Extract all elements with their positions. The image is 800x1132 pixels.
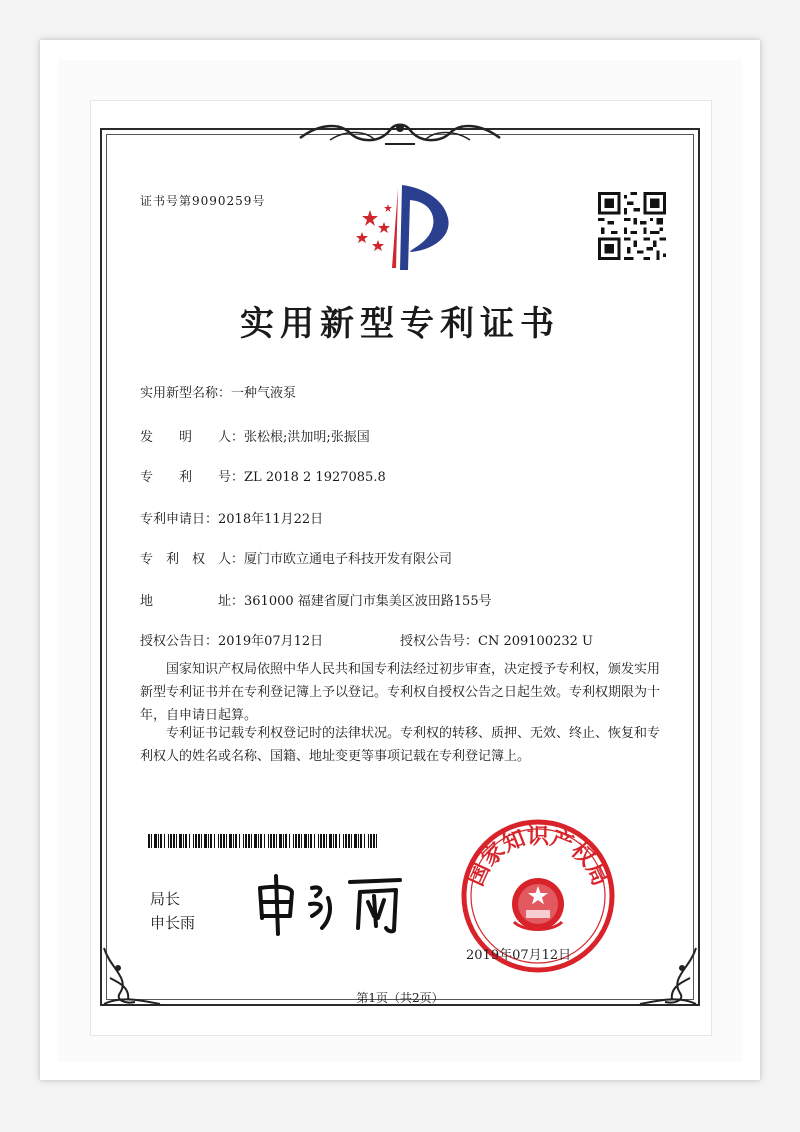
director-title: 局长 [150, 890, 181, 908]
inventor-value: 张松根;洪加明;张振国 [244, 430, 370, 445]
utility-model-name-row [140, 382, 296, 401]
patent-office-logo-icon [340, 180, 460, 275]
grant-date-value: 2019年07月12日 [218, 634, 324, 649]
grant-number-value: CN 209100232 U [478, 634, 593, 649]
filing-date-label: 专利申请日： [140, 512, 219, 527]
legal-status-paragraph: 专利证书记载专利权登记时的法律状况。专利权的转移、质押、无效、终止、恢复和专利权人的姓名或名称、国籍、地址变更等事项记载在专利登记簿上。 [140, 726, 661, 764]
grant-date-row [140, 630, 323, 649]
patent-number-label: 专 利 号： [140, 470, 245, 485]
top-ornament-icon [290, 118, 510, 148]
address-row [140, 590, 492, 609]
grant-number-label: 授权公告号： [400, 634, 479, 649]
grant-date-label: 授权公告日： [140, 634, 219, 649]
inventor-row [140, 426, 370, 445]
director-signature-icon [250, 868, 420, 938]
patentee-value: 厦门市欧立通电子科技开发有限公司 [244, 552, 453, 567]
patent-number-row [140, 466, 386, 485]
utility-model-name-label: 实用新型名称： [140, 386, 232, 401]
filing-date-value: 2018年11月22日 [218, 512, 324, 527]
patentee-label: 专 利 权 人： [140, 552, 245, 567]
barcode-icon [148, 834, 380, 848]
seal-date: 2019年07月12日 [466, 948, 572, 963]
director-name: 申长雨 [150, 914, 196, 932]
utility-model-name-value: 一种气液泵 [231, 386, 297, 401]
address-label: 地 址： [140, 594, 245, 609]
seal-text: 国家知识产权局 [463, 824, 613, 890]
grant-number-row [400, 630, 593, 649]
patent-number-value: ZL 2018 2 1927085.8 [244, 470, 386, 485]
certificate-number: 证书号第9090259号 [140, 194, 266, 208]
page-number: 第1页（共2页） [356, 991, 444, 1005]
qr-code-icon [598, 192, 666, 260]
inventor-label: 发 明 人： [140, 430, 245, 445]
filing-date-row [140, 508, 323, 527]
certificate-title: 实用新型专利证书 [240, 304, 560, 344]
address-value: 361000 福建省厦门市集美区波田路155号 [244, 594, 492, 609]
patentee-row [140, 548, 452, 567]
grant-statement-paragraph: 国家知识产权局依照中华人民共和国专利法经过初步审查，决定授予专利权，颁发实用新型专利证书并在专利登记簿上予以登记。专利权自授权公告之日起生效。专利权期限为十年，自申请日起算。 [140, 662, 661, 723]
